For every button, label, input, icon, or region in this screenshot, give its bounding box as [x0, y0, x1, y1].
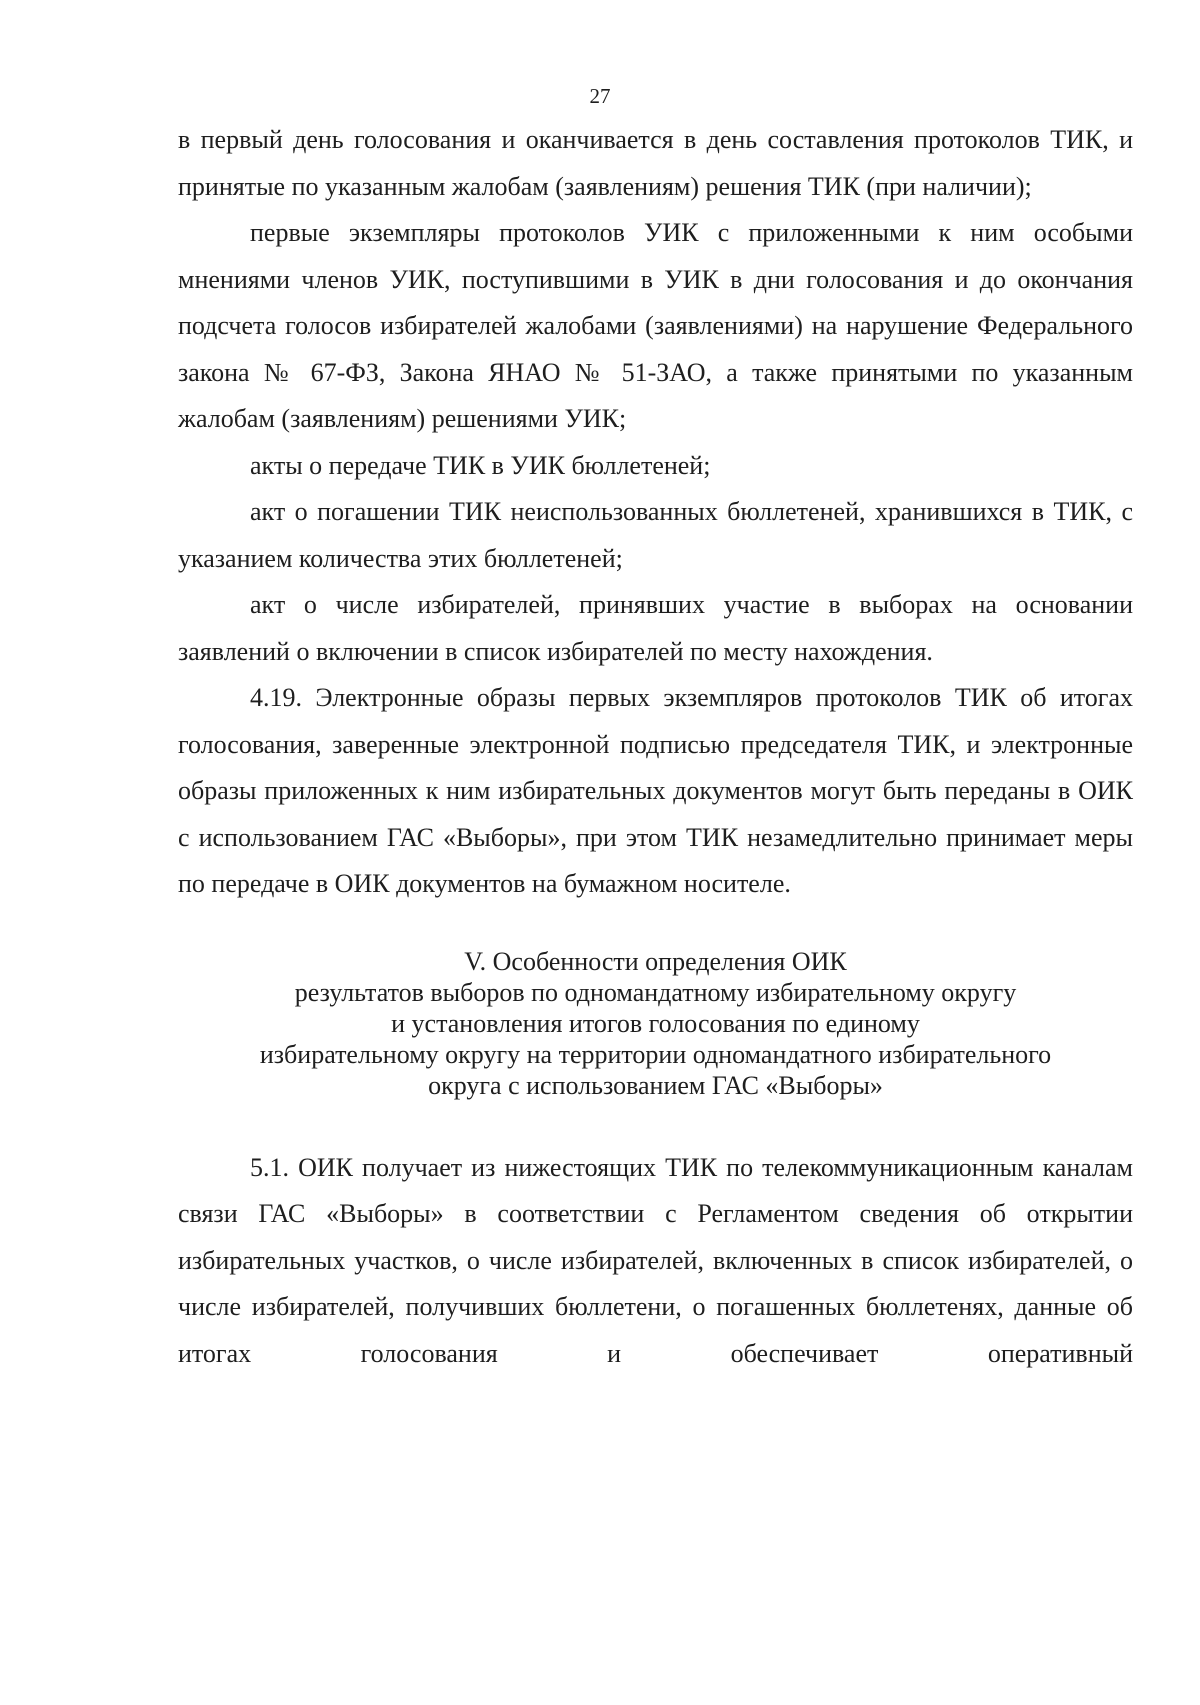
section-heading-line: избирательному округу на территории одномандатного избирательного — [259, 1039, 1052, 1069]
paragraph: акт о числе избирателей, принявших участие в выборах на основании заявлений о включении в список избирателей по месту нахождения. — [178, 590, 1133, 666]
paragraph: 4.19. Электронные образы первых экземпляров протоколов ТИК об итогах голосования, заверенные электронной подписью председателя ТИК, и электронные образы приложенных к ним избирательных документов могут быть переданы в ОИК с использованием ГАС «Выборы», при этом ТИК незамедлительно принимает меры по передаче в ОИК документов на бумажном носителе. — [178, 683, 1133, 898]
section-heading-line: округа с использованием ГАС «Выборы» — [428, 1070, 883, 1100]
section-heading-line: результатов выборов по одномандатному избирательному округу — [294, 977, 1017, 1007]
paragraph: в первый день голосования и оканчивается в день составления протоколов ТИК, и принятые по указанным жалобам (заявлениям) решения ТИК (при наличии); — [178, 125, 1133, 201]
page-number: 27 — [589, 84, 611, 108]
document-body — [178, 117, 1133, 1377]
paragraph: акт о погашении ТИК неиспользованных бюллетеней, хранившихся в ТИК, с указанием количества этих бюллетеней; — [178, 497, 1133, 573]
section-heading-line: и установления итогов голосования по единому — [391, 1008, 920, 1038]
section-heading-line: V. Особенности определения ОИК — [464, 946, 847, 976]
paragraph: первые экземпляры протоколов УИК с приложенными к ним особыми мнениями членов УИК, поступившими в УИК в дни голосования и до окончания подсчета голосов избирателей жалобами (заявлениями) на нарушение Федерального закона № 67-ФЗ, Закона ЯНАО № 51-ЗАО, а также принятыми по указанным жалобам (заявлениям) решениями УИК; — [178, 218, 1133, 433]
paragraph: 5.1. ОИК получает из нижестоящих ТИК по телекоммуникационным каналам связи ГАС «Выборы» в соответствии с Регламентом сведения об открытии избирательных участков, о числе избирателей, включенных в список избирателей, о числе избирателей, получивших бюллетени, о погашенных бюллетенях, данные об итогах голосования и обеспечивает оперативный — [178, 1152, 1133, 1368]
section-heading — [178, 946, 1133, 1101]
paragraph: акты о передаче ТИК в УИК бюллетеней; — [250, 450, 711, 480]
